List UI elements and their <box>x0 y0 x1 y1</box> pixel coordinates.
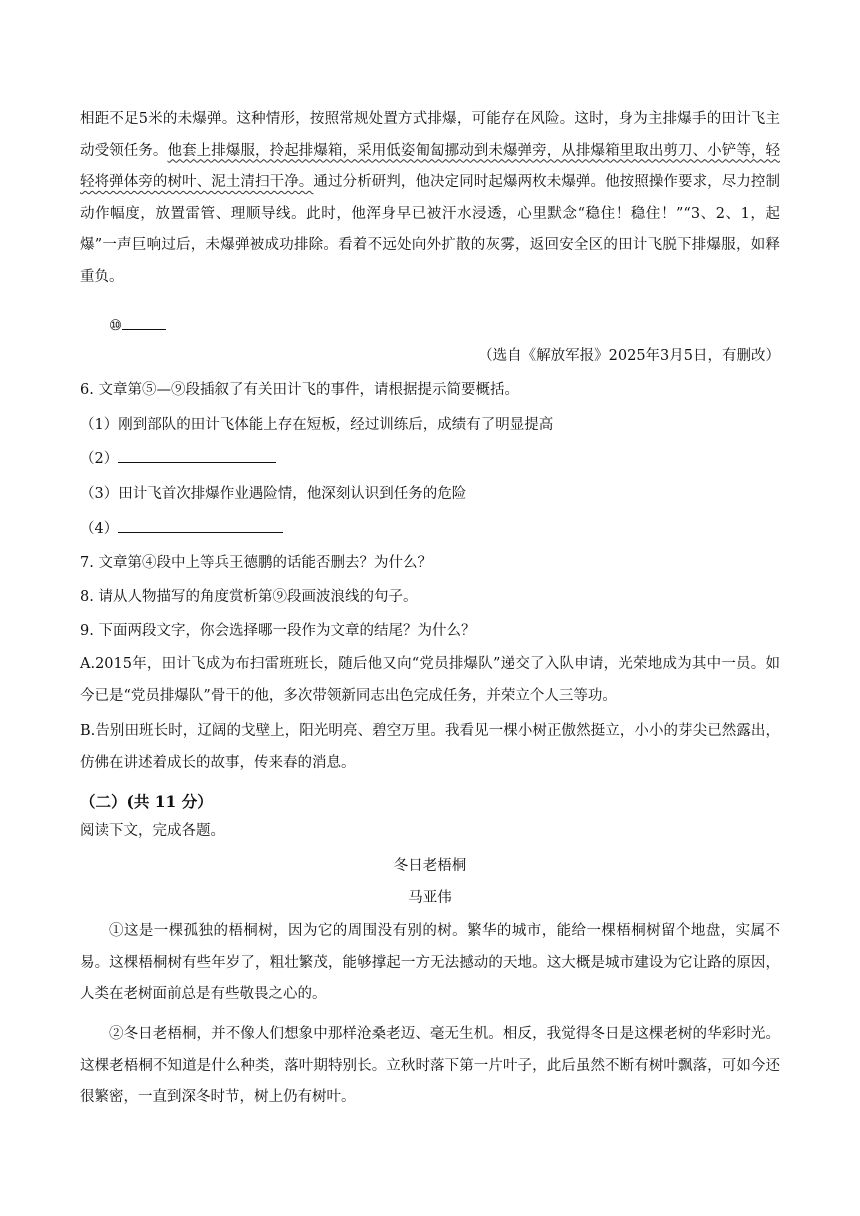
question-6-item-3: （3）田计飞首次排爆作业遇险情，他深刻认识到任务的危险 <box>80 486 467 502</box>
passage-source: （选自《解放军报》2025年3月5日，有删改） <box>478 348 780 364</box>
answer-blank-2[interactable] <box>118 448 276 463</box>
para10-label: ⑩ <box>109 318 122 334</box>
passage-paragraph-10 <box>80 311 780 343</box>
article-title: 冬日老梧桐 <box>393 858 467 874</box>
section-2-heading: （二）(共 11 分） <box>80 792 213 811</box>
question-6-item-1: （1）刚到部队的田计飞体能上存在短板，经过训练后，成绩有了明显提高 <box>80 417 554 433</box>
passage-paragraph-9 <box>80 104 780 293</box>
answer-blank-4[interactable] <box>118 518 283 533</box>
question-9: 9. 下面两段文字，你会选择哪一段作为文章的结尾？为什么？ <box>80 623 476 639</box>
question-6-item-2 <box>80 444 780 476</box>
section-2-instruction: 阅读下文，完成各题。 <box>80 823 225 839</box>
article-author: 马亚伟 <box>408 890 452 906</box>
question-8: 8. 请从人物描写的角度赏析第⑨段画波浪线的句子。 <box>80 589 418 605</box>
q6-item-4-label: （4） <box>80 521 119 537</box>
question-6-item-4 <box>80 514 780 546</box>
question-9-option-b: B.告别田班长时，辽阔的戈壁上，阳光明亮、碧空万里。我看见一棵小树正傲然挺立，小小的芽尖已然露出，仿佛在讲述着成长的故事，传来春的消息。 <box>80 723 780 771</box>
question-6: 6. 文章第⑤—⑨段插叙了有关田计飞的事件，请根据提示简要概括。 <box>80 382 519 398</box>
para9-text-before: 相距不足5米的未爆弹。这种情形，按照常规处置方式排爆，可能存在风险。这时，身为主排爆手的田计飞主动受领任务。 <box>80 111 780 159</box>
question-9-option-a: A.2015年，田计飞成为布扫雷班班长，随后他又向“党员排爆队”递交了入队申请，光荣地成为其中一员。如今已是“党员排爆队”骨干的他，多次带领新同志出色完成任务，并荣立个人三等功。 <box>80 656 780 704</box>
para9-wavy-sentence: 他套上排爆服，拎起排爆箱，采用低姿匍匐挪动到未爆弹旁，从排爆箱里取出剪刀、小铲等，轻轻将弹体旁的树叶、泥土清扫干净。 <box>80 142 781 190</box>
article-paragraph-2: ②冬日老梧桐，并不像人们想象中那样沧桑老迈、毫无生机。相反，我觉得冬日是这棵老树的华彩时光。这棵老梧桐不知道是什么种类，落叶期特别长。立秋时落下第一片叶子，此后虽然不断有树叶飘落，可如今还很繁密，一直到深冬时节，树上仍有树叶。 <box>80 1026 780 1105</box>
article-paragraph-1: ①这是一棵孤独的梧桐树，因为它的周围没有别的树。繁华的城市，能给一棵梧桐树留个地盘，实属不易。这棵梧桐树有些年岁了，粗壮繁茂，能够撑起一方无法撼动的天地。这大概是城市建设为它让路的原因，人类在老树面前总是有些敬畏之心的。 <box>80 923 780 1002</box>
q6-item-2-label: （2） <box>80 451 119 467</box>
para9-text-after: 通过分析研判，他决定同时起爆两枚未爆弹。他按照操作要求，尽力控制动作幅度，放置雷管、理顺导线。此时，他浑身早已被汗水浸透，心里默念“稳住！稳住！”“3、2、1，起爆”一声巨响过后，未爆弹被成功排除。看着不远处向外扩散的灰雾，返回安全区的田计飞脱下排爆服，如释重负。 <box>80 174 781 285</box>
para10-blank <box>122 315 166 330</box>
question-7: 7. 文章第④段中上等兵王德鹏的话能否删去？为什么？ <box>80 555 432 571</box>
